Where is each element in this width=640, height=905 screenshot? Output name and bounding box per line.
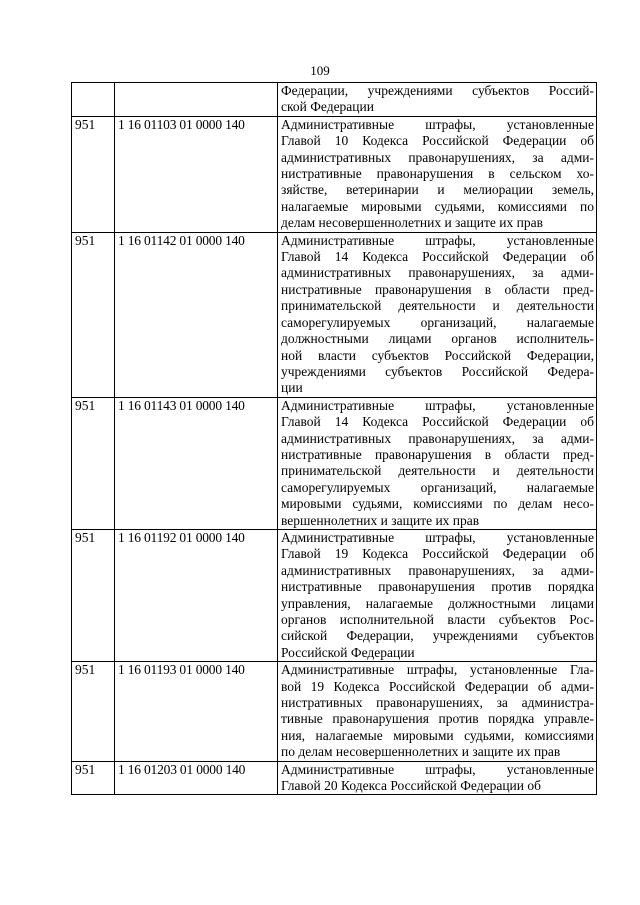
budget-classification-table: [71, 82, 597, 795]
income-name-line: мировыми судьями, комиссиями по делам несо-: [281, 496, 594, 512]
budget-code-cell: 1 16 01103 01 0000 140: [115, 116, 278, 232]
income-name-line: Федерации, учреждениями субъектов Россий-: [281, 83, 594, 98]
table-row: [72, 116, 597, 232]
income-name-line: административных правонарушениях, за адми-: [281, 562, 594, 578]
income-name-line: принимательской деятельности и деятельности: [281, 463, 594, 479]
admin-code-cell: 951: [72, 232, 115, 397]
income-name-line: органов исполнительной власти субъектов Рос-: [281, 612, 594, 627]
budget-code-cell: [115, 83, 278, 117]
income-name-line: Административные штрафы, установленные: [281, 232, 594, 248]
income-name-line: административных правонарушениях, за адми-: [281, 265, 594, 281]
income-name-line: принимательской деятельности и деятельности: [281, 298, 594, 314]
income-name-line: нистративные правонарушения в области пред-: [281, 281, 594, 297]
income-name-line: по делам несовершеннолетних и защите их прав: [281, 744, 561, 760]
income-name-line: административных правонарушениях, за адми-: [281, 430, 594, 446]
income-name-line: делам несовершеннолетних и защите их прав: [281, 215, 543, 231]
income-name-line: Административные штрафы, установленные: [281, 116, 594, 132]
income-name-line: саморегулируемых организаций, налагаемые: [281, 314, 594, 330]
income-name-line: Российской Федерации: [281, 644, 415, 660]
income-name-line: Административные штрафы, установленные Гла-: [281, 662, 594, 678]
budget-code-cell: 1 16 01193 01 0000 140: [115, 662, 278, 761]
income-name-line: нистративные правонарушения против порядка: [281, 579, 594, 595]
income-name-line: Главой 14 Кодекса Российской Федерации об: [281, 249, 594, 265]
table-row: [72, 397, 597, 529]
income-name-line: нистративных правонарушениях, за администра-: [281, 695, 594, 711]
income-name-line: ния, налагаемые мировыми судьями, комиссиями: [281, 727, 594, 743]
income-name-line: Главой 14 Кодекса Российской Федерации об: [281, 414, 594, 430]
income-name-cell: [278, 397, 597, 529]
income-name-cell: [278, 116, 597, 232]
income-name-line: нистративные правонарушения в сельском хо-: [281, 166, 594, 182]
income-name-line: налагаемые мировыми судьями, комиссиями по: [281, 198, 594, 214]
income-name-line: Административные штрафы, установленные: [281, 397, 594, 413]
table-row: [72, 232, 597, 397]
income-name-cell: [278, 83, 597, 117]
income-name-line: нистративные правонарушения в области пред-: [281, 446, 594, 462]
income-name-line: вершеннолетних и защите их прав: [281, 512, 480, 528]
table-row: [72, 529, 597, 661]
income-name-cell: [278, 761, 597, 795]
income-name-line: сийской Федерации, учреждениями субъектов: [281, 628, 594, 644]
budget-code-cell: 1 16 01203 01 0000 140: [115, 761, 278, 795]
income-name-line: учреждениями субъектов Российской Федера-: [281, 363, 594, 379]
income-name-line: административных правонарушениях, за адми-: [281, 149, 594, 165]
income-name-line: Административные штрафы, установленные: [281, 761, 594, 777]
income-name-cell: [278, 662, 597, 761]
income-name-line: саморегулируемых организаций, налагаемые: [281, 479, 594, 495]
income-name-cell: [278, 232, 597, 397]
admin-code-cell: 951: [72, 529, 115, 661]
income-name-line: ции: [281, 380, 303, 396]
table-row: [72, 662, 597, 761]
table-row: [72, 83, 597, 117]
income-name-line: должностными лицами органов исполнитель-: [281, 331, 594, 347]
income-name-line: вой 19 Кодекса Российской Федерации об адми-: [281, 678, 594, 694]
income-name-line: тивные правонарушения против порядка управле-: [281, 711, 594, 727]
income-name-line: управления, налагаемые должностными лицами: [281, 595, 594, 611]
admin-code-cell: 951: [72, 397, 115, 529]
income-name-cell: [278, 529, 597, 661]
admin-code-cell: [72, 83, 115, 117]
admin-code-cell: 951: [72, 116, 115, 232]
admin-code-cell: 951: [72, 761, 115, 795]
income-name-line: Главой 10 Кодекса Российской Федерации об: [281, 133, 594, 149]
income-name-line: ной власти субъектов Российской Федерации,: [281, 347, 594, 363]
table-body: [72, 83, 597, 795]
income-name-line: Административные штрафы, установленные: [281, 529, 594, 545]
budget-code-cell: 1 16 01143 01 0000 140: [115, 397, 278, 529]
income-name-line: ской Федерации: [281, 99, 374, 115]
budget-code-cell: 1 16 01192 01 0000 140: [115, 529, 278, 661]
income-name-line: зяйстве, ветеринарии и мелиорации земель,: [281, 182, 594, 198]
admin-code-cell: 951: [72, 662, 115, 761]
table-row: [72, 761, 597, 795]
income-name-line: Главой 19 Кодекса Российской Федерации об: [281, 546, 594, 562]
page-number: 109: [310, 63, 330, 78]
income-name-line: Главой 20 Кодекса Российской Федерации об: [281, 778, 541, 794]
budget-code-cell: 1 16 01142 01 0000 140: [115, 232, 278, 397]
